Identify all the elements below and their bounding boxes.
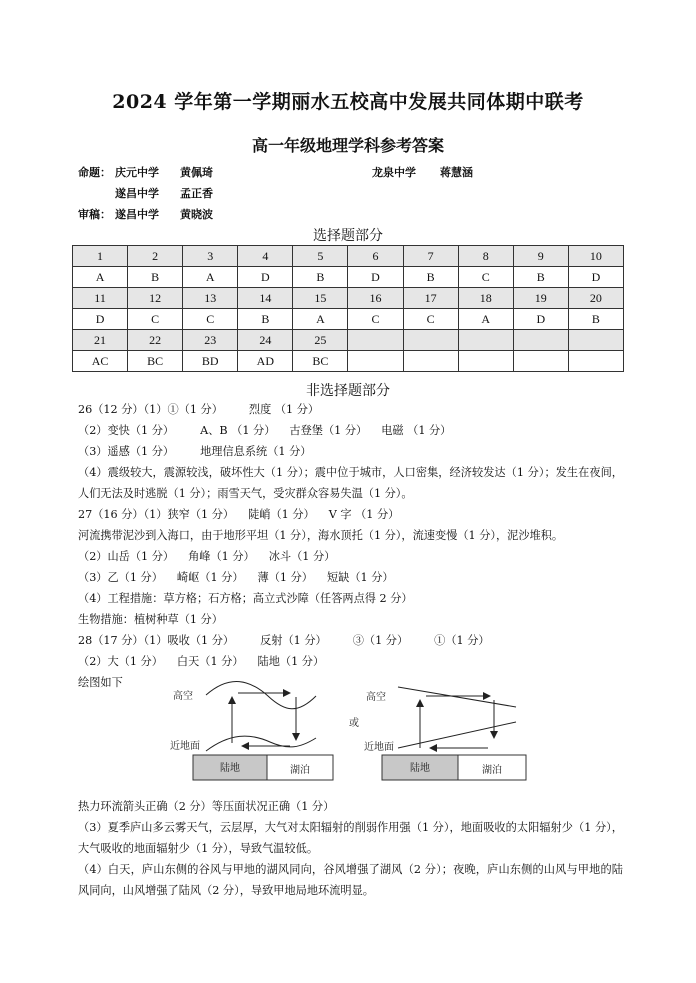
answer-cell: C <box>348 309 403 330</box>
credit-name-2: 孟正香 <box>180 187 213 200</box>
q28-line-3: 绘图如下 <box>78 676 123 689</box>
answer-cell: A <box>73 267 128 288</box>
question-number-cell: 2 <box>128 246 183 267</box>
q26-2a: （2）变快（1 分） <box>78 424 175 437</box>
answer-cell: B <box>128 267 183 288</box>
answer-cell: B <box>568 309 623 330</box>
question-number-cell: 13 <box>183 288 238 309</box>
question-number-cell: 24 <box>238 330 293 351</box>
left-lower-isobar <box>206 736 316 751</box>
q27-1b: 陡峭（1 分） <box>248 508 315 521</box>
q26-2d: 电磁 （1 分） <box>381 424 452 437</box>
answer-cell: A <box>183 267 238 288</box>
answer-cell: B <box>238 309 293 330</box>
question-number-cell: 19 <box>513 288 568 309</box>
q28-2c: 陆地（1 分） <box>257 655 325 668</box>
q28-line-5: （3）夏季庐山多云雾天气，云层厚，大气对太阳辐射的削弱作用强（1 分），地面吸收的太阳辐射少（1 分），大气吸收的地面辐射少（1 分），导致气温较低。 <box>78 821 623 855</box>
q27-1c: V 字 （1 分） <box>328 508 400 521</box>
q27-line-6: 生物措施：植树种草（1 分） <box>78 613 223 626</box>
answer-cell: D <box>73 309 128 330</box>
question-number-cell: 5 <box>293 246 348 267</box>
left-high-label: 高空 <box>173 691 193 702</box>
q26-3b: 地理信息系统（1 分） <box>200 445 312 458</box>
q28-1b: 反射（1 分） <box>260 634 327 647</box>
fr-heading: 非选择题部分 <box>306 383 390 399</box>
right-upper-isobar <box>398 687 516 707</box>
q26-1b: 烈度 （1 分） <box>248 403 320 416</box>
q27-3c: 冰斗（1 分） <box>268 550 336 563</box>
right-near-label: 近地面 <box>364 742 394 753</box>
answer-cell: BC <box>293 351 348 372</box>
question-number-cell: 12 <box>128 288 183 309</box>
q28-1c: ③（1 分） <box>352 634 409 647</box>
question-number-cell: 20 <box>568 288 623 309</box>
credit-school-1: 庆元中学 <box>115 166 159 179</box>
answer-cell: D <box>568 267 623 288</box>
left-lake-label: 湖泊 <box>290 765 310 776</box>
answer-cell: C <box>458 267 513 288</box>
answer-cell: A <box>458 309 513 330</box>
q26-line-4: （4）震级较大，震源较浅，破坏性大（1 分）；震中位于城市，人口密集，经济较发达（1 分）；发生在夜间，人们无法及时逃脱（1 分）；雨雪天气，受灾群众容易失温（1 分）。 <box>78 466 623 500</box>
q26-2c: 古登堡（1 分） <box>289 424 368 437</box>
question-number-cell: 16 <box>348 288 403 309</box>
question-number-cell: 3 <box>183 246 238 267</box>
credit-name-1: 黄佩琦 <box>180 166 213 179</box>
q26-2b: A、B （1 分） <box>200 424 276 437</box>
answer-cell: A <box>293 309 348 330</box>
credit-school-2: 遂昌中学 <box>115 187 159 200</box>
question-number-cell: 11 <box>73 288 128 309</box>
mc-heading: 选择题部分 <box>313 228 383 244</box>
question-number-cell: 8 <box>458 246 513 267</box>
q27-3a: （2）山岳（1 分） <box>78 550 175 563</box>
answer-cell: AD <box>238 351 293 372</box>
question-number-cell: 9 <box>513 246 568 267</box>
q28-1a: 28（17 分）（1）吸收（1 分） <box>78 634 235 647</box>
credit-name-4: 黄晓波 <box>180 208 213 221</box>
answer-cell: D <box>513 309 568 330</box>
answer-cell: D <box>238 267 293 288</box>
free-response-section-2 <box>78 796 623 901</box>
answer-cell: C <box>183 309 238 330</box>
question-number-cell: 10 <box>568 246 623 267</box>
q28-2a: （2）大（1 分） <box>78 655 163 668</box>
right-land-label: 陆地 <box>410 763 430 774</box>
question-number-cell: 21 <box>73 330 128 351</box>
right-lower-isobar <box>398 722 516 748</box>
credit-school-4: 遂昌中学 <box>115 208 159 221</box>
q28-line-4: 热力环流箭头正确（2 分）等压面状况正确（1 分） <box>78 800 335 813</box>
question-number-cell: 7 <box>403 246 458 267</box>
q27-4c: 薄（1 分） <box>257 571 313 584</box>
q27-4d: 短缺（1 分） <box>326 571 394 584</box>
right-high-label: 高空 <box>366 692 386 703</box>
credit-school-3: 龙泉中学 <box>372 166 416 179</box>
answer-cell: B <box>513 267 568 288</box>
proposer-label: 命题： <box>78 166 111 179</box>
answer-cell: BC <box>128 351 183 372</box>
page-subtitle: 高一年级地理学科参考答案 <box>251 136 444 155</box>
q27-3b: 角峰（1 分） <box>188 550 255 563</box>
q27-line-2: 河流携带泥沙到入海口，由于地形平坦（1 分），海水顶托（1 分），流速变慢（1 分），泥沙堆积。 <box>78 529 564 542</box>
answer-cell: B <box>403 267 458 288</box>
q26-1a: 26（12 分）（1）①（1 分） <box>78 403 223 416</box>
reviewer-label: 审稿： <box>78 208 111 221</box>
left-land-label: 陆地 <box>220 763 240 774</box>
question-number-cell: 6 <box>348 246 403 267</box>
left-near-label: 近地面 <box>170 741 200 752</box>
question-number-cell: 23 <box>183 330 238 351</box>
answer-cell: C <box>403 309 458 330</box>
q28-2b: 白天（1 分） <box>176 655 244 668</box>
question-number-cell: 15 <box>293 288 348 309</box>
answer-cell: C <box>128 309 183 330</box>
answer-cell: AC <box>73 351 128 372</box>
q28-1d: ①（1 分） <box>434 634 490 647</box>
page-title: 2024 学年第一学期丽水五校高中发展共同体期中联考 <box>112 91 584 113</box>
question-number-cell: 17 <box>403 288 458 309</box>
q26-3a: （3）遥感（1 分） <box>78 445 175 458</box>
question-number-cell: 25 <box>293 330 348 351</box>
question-number-cell: 18 <box>458 288 513 309</box>
q27-4a: （3）乙（1 分） <box>78 571 163 584</box>
q28-line-6: （4）白天，庐山东侧的谷风与甲地的湖风同向，谷风增强了湖风（2 分）；夜晚，庐山东侧的山风与甲地的陆风同向，山风增强了陆风（2 分），导致甲地局地环流明显。 <box>78 863 623 897</box>
right-lake-label: 湖泊 <box>482 765 502 776</box>
or-label: 或 <box>349 718 359 729</box>
answer-cell: D <box>348 267 403 288</box>
answer-cell: BD <box>183 351 238 372</box>
q27-line-5: （4）工程措施：草方格；石方格；高立式沙障（任答两点得 2 分） <box>78 592 413 605</box>
question-number-cell: 1 <box>73 246 128 267</box>
credit-name-3: 蒋慧涵 <box>440 166 473 179</box>
left-upper-isobar <box>206 682 316 709</box>
q27-1a: 27（16 分）（1）狭窄（1 分） <box>78 508 235 521</box>
question-number-cell: 4 <box>238 246 293 267</box>
answer-cell: B <box>293 267 348 288</box>
q27-4b: 崎岖（1 分） <box>176 571 244 584</box>
question-number-cell: 14 <box>238 288 293 309</box>
question-number-cell: 22 <box>128 330 183 351</box>
